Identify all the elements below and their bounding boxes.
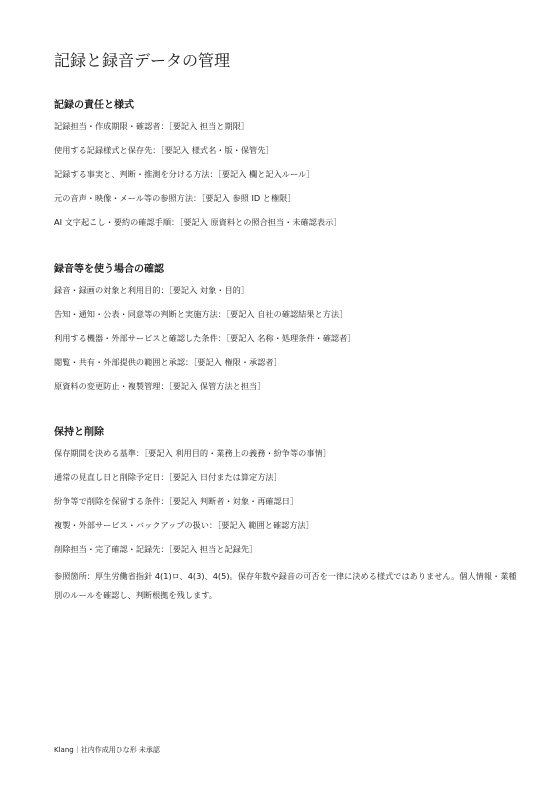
section-retention-deletion	[54, 426, 517, 605]
list-item: 使用する記録様式と保存先：［要記入 様式名・版・保管先］	[54, 145, 274, 155]
list-item: 通常の見直し日と削除予定日：［要記入 日付または算定方法］	[54, 472, 282, 482]
section-heading: 録音等を使う場合の確認	[54, 264, 164, 275]
list-item: 原資料の変更防止・複製管理：［要記入 保管方法と担当］	[54, 381, 266, 391]
reference-note: 参照箇所：厚生労働省指針 4(1)ロ、4(3)、4(5)。保存年数や録音の可否を一律に決める様式ではありません。個人情報・業種別のルールを確認し、判断根拠を残します。	[54, 571, 517, 600]
section-record-responsibility	[54, 99, 514, 240]
section-heading: 記録の責任と様式	[54, 100, 134, 111]
list-item: 録音・録画の対象と利用目的：［要記入 対象・目的］	[54, 285, 250, 295]
page-footer: Klang｜社内作成用ひな形 未承認	[54, 746, 160, 754]
page-title: 記録と録音データの管理	[54, 51, 231, 70]
list-item: 告知・通知・公表・同意等の判断と実施方法：［要記入 自社の確認結果と方法］	[54, 309, 348, 319]
list-item: 削除担当・完了確認・記録先：［要記入 担当と記録先］	[54, 544, 258, 554]
list-item: 複製・外部サービス・バックアップの扱い：［要記入 範囲と確認方法］	[54, 520, 314, 530]
list-item: 保存期間を決める基準：［要記入 利用目的・業務上の義務・紛争等の事情］	[54, 448, 331, 458]
list-item: 元の音声・映像・メール等の参照方法：［要記入 参照 ID と権限］	[54, 193, 296, 203]
list-item: AI 文字起こし・要約の確認手順：［要記入 原資料との照合担当・未確認表示］	[54, 217, 342, 227]
section-recording-check	[54, 263, 514, 404]
list-item: 閲覧・共有・外部提供の範囲と承認：［要記入 権限・承認者］	[54, 357, 282, 367]
list-item: 記録担当・作成期限・確認者：［要記入 担当と期限］	[54, 121, 250, 131]
list-item: 紛争等で削除を保留する条件：［要記入 判断者・対象・再確認日］	[54, 496, 299, 506]
section-heading: 保持と削除	[54, 427, 104, 438]
list-item: 利用する機器・外部サービスと確認した条件：［要記入 名称・処理条件・確認者］	[54, 333, 356, 343]
list-item: 記録する事実と、判断・推測を分ける方法：［要記入 欄と記入ルール］	[54, 169, 315, 179]
